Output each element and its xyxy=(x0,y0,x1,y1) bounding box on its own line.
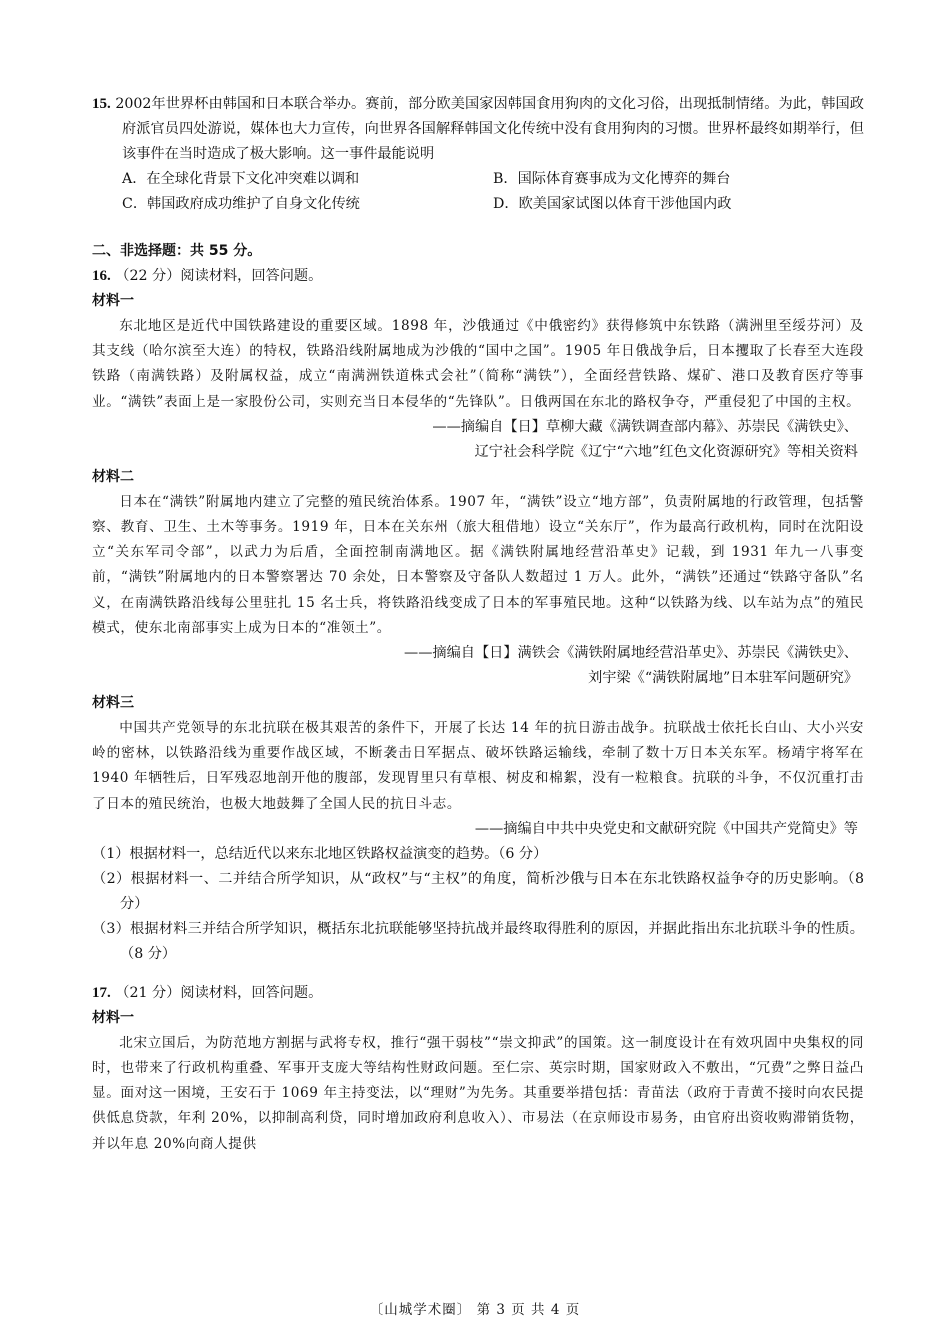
question-17-header xyxy=(92,981,864,1006)
option-d: D．欧美国家试图以体育干涉他国内政 xyxy=(493,196,732,212)
material-text: 中国共产党领导的东北抗联在极其艰苦的条件下，开展了长达 14 年的抗日游击战争。抗联战士依托长白山、大小兴安岭的密林，以铁路沿线为重要作战区域，不断袭击日军据点、破坏铁路运输线，牵制了数十万日本关东军。杨靖宇将军在 1940 年牺牲后，日军残忍地剖开他的腹部，发现胃里只有草根、树皮和棉絮，没有一粒粮食。抗联的斗争，不仅沉重打击了日本的殖民统治，也极大地鼓舞了全国人民的抗日斗志。 xyxy=(92,720,864,812)
option-a: A．在全球化背景下文化冲突难以调和 xyxy=(122,171,360,187)
material-text: 日本在“满铁”附属地内建立了完整的殖民统治体系。1907 年，“满铁”设立“地方部”，负责附属地的行政管理，包括警察、教育、卫生、土木等事务。1919 年，日本在关东州（旅大租借地）设立“关东厅”，作为最高行政机构，同时在沈阳设立“关东军司令部”，以武力为后盾，全面控制南满地区。据《满铁附属地经营沿革史》记载，到 1931 年九一八事变前，“满铁”附属地内的日本警察署达 70 余处，日本警察及守备队人数超过 1 万人。此外，“满铁”还通过“铁路守备队”名义，在南满铁路沿线每公里驻扎 15 名士兵，将铁路沿线变成了日本的军事殖民地。这种“以铁路为线、以车站为点”的殖民模式，使东北南部事实上成为日本的“准领土”。 xyxy=(92,493,864,636)
material-title: 材料一 xyxy=(92,1009,134,1026)
material-title: 材料三 xyxy=(92,695,134,712)
question-number: 15. xyxy=(92,96,111,112)
material-text: 北宋立国后，为防范地方割据与武将专权，推行“强干弱枝”“崇文抑武”的国策。这一制度设计在有效巩固中央集权的同时，也带来了行政机构重叠、军事开支庞大等结构性财政问题。至仁宗、英宗时期，国家财政入不敷出，“冗费”之弊日益凸显。面对这一困境，王安石于 1069 年主持变法，以“理财”为先务。其重要举措包括：青苗法（政府于青黄不接时向农民提供低息贷款，年利 20%，以抑制高利贷，同时增加政府利息收入）、市易法（在京师设市易务，由官府出资收购滞销货物，并以年息 20%向商人提供 xyxy=(92,1034,864,1152)
question-16-header xyxy=(92,264,864,289)
question-15 xyxy=(92,92,864,167)
material-source: ——摘编自【日】草柳大藏《满铁调查部内幕》、苏崇民《满铁史》、 xyxy=(432,418,858,435)
material-title: 材料一 xyxy=(92,293,134,309)
question-number: 16. xyxy=(92,268,111,284)
material-text: 东北地区是近代中国铁路建设的重要区域。1898 年，沙俄通过《中俄密约》获得修筑中东铁路（满洲里至绥芬河）及其支线（哈尔滨至大连）的特权，铁路沿线附属地成为沙俄的“国中之国”。1905 年日俄战争后，日本攫取了长春至大连段铁路（南满铁路）及附属权益，成立“南满洲铁道株式会社”（简称“满铁”），全面经营铁路、煤矿、港口及教育医疗等事业。“满铁”表面上是一家股份公司，实则充当日本侵华的“先锋队”。日俄两国在东北的路权争夺，严重侵犯了中国的主权。 xyxy=(92,318,864,410)
material-title: 材料二 xyxy=(92,468,134,485)
page-footer: 〔山城学术圈〕 第 3 页 共 4 页 xyxy=(369,1302,581,1318)
option-b: B．国际体育赛事成为文化博弈的舞台 xyxy=(493,171,731,187)
option-c: C．韩国政府成功维护了自身文化传统 xyxy=(122,196,360,212)
spacer xyxy=(92,967,864,981)
sub-question: （3）根据材料三并结合所学知识，概括东北抗联能够坚持抗战并最终取得胜利的原因，并据此指出东北抗联斗争的性质。（8 分） xyxy=(92,920,864,962)
question-number: 17. xyxy=(92,984,111,1001)
question-intro: （22 分）阅读材料，回答问题。 xyxy=(115,268,323,284)
material-source: 刘宇梁《“满铁附属地”日本驻军问题研究》 xyxy=(588,670,858,687)
question-intro: （21 分）阅读材料，回答问题。 xyxy=(115,984,323,1001)
question-15-options xyxy=(92,167,864,217)
material-source: ——摘编自【日】满铁会《满铁附属地经营沿革史》、苏崇民《满铁史》、 xyxy=(404,645,858,662)
exam-page xyxy=(92,92,864,1157)
sub-question: （1）根据材料一，总结近代以来东北地区铁路权益演变的趋势。（6 分） xyxy=(92,845,548,862)
material-source: ——摘编自中共中央党史和文献研究院《中国共产党简史》等 xyxy=(474,820,858,837)
question-stem: 2002年世界杯由韩国和日本联合举办。赛前，部分欧美国家因韩国食用狗肉的文化习俗，出现抵制情绪。为此，韩国政府派官员四处游说，媒体也大力宣传，向世界各国解释韩国文化传统中没有食用狗肉的习惯。世界杯最终如期举行，但该事件在当时造成了极大影响。这一事件最能说明 xyxy=(115,96,864,162)
sub-question: （2）根据材料一、二并结合所学知识，从“政权”与“主权”的角度，简析沙俄与日本在东北铁路权益争夺的历史影响。（8 分） xyxy=(92,870,864,912)
section-title: 二、非选择题：共 55 分。 xyxy=(92,243,262,259)
material-source: 辽宁社会科学院《辽宁“六地”红色文化资源研究》等相关资料 xyxy=(474,443,858,460)
